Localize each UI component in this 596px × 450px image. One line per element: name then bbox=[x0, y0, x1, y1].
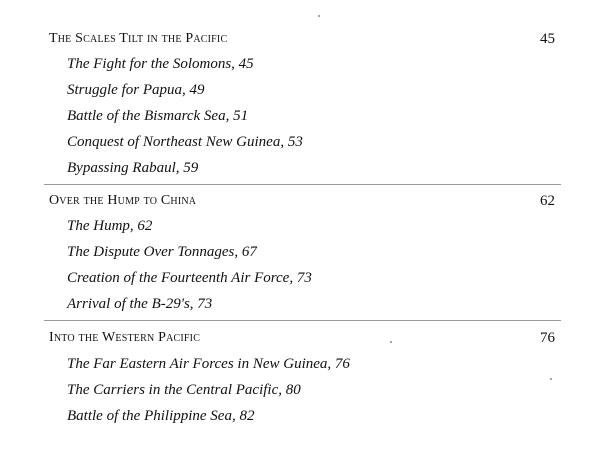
toc-entry: Bypassing Rabaul, 59 bbox=[67, 160, 199, 176]
section-title: Over the Hump to China bbox=[49, 193, 197, 208]
toc-entry: The Dispute Over Tonnages, 67 bbox=[67, 244, 257, 260]
toc-entry: Battle of the Bismarck Sea, 51 bbox=[67, 108, 249, 124]
toc-entry: The Carriers in the Central Pacific, 80 bbox=[67, 382, 301, 398]
toc-entry: Battle of the Philippine Sea, 82 bbox=[67, 408, 255, 424]
section-title: The Scales Tilt in the Pacific bbox=[49, 31, 228, 46]
section-divider bbox=[44, 320, 561, 321]
toc-entry: Creation of the Fourteenth Air Force, 73 bbox=[67, 270, 312, 286]
section-title: Into the Western Pacific bbox=[49, 330, 201, 345]
toc-entry: Arrival of the B-29's, 73 bbox=[67, 296, 213, 312]
section-page-number: 76 bbox=[540, 330, 555, 346]
scan-speck bbox=[318, 15, 320, 17]
toc-entry: The Fight for the Solomons, 45 bbox=[67, 56, 254, 72]
section-page-number: 62 bbox=[540, 193, 555, 209]
toc-entry: Conquest of Northeast New Guinea, 53 bbox=[67, 134, 303, 150]
section-divider bbox=[44, 184, 561, 185]
toc-entry: Struggle for Papua, 49 bbox=[67, 82, 205, 98]
toc-entry: The Hump, 62 bbox=[67, 218, 153, 234]
scan-speck bbox=[550, 378, 552, 380]
section-page-number: 45 bbox=[540, 31, 555, 47]
toc-entry: The Far Eastern Air Forces in New Guinea, 76 bbox=[67, 356, 350, 372]
scan-speck bbox=[390, 341, 392, 343]
